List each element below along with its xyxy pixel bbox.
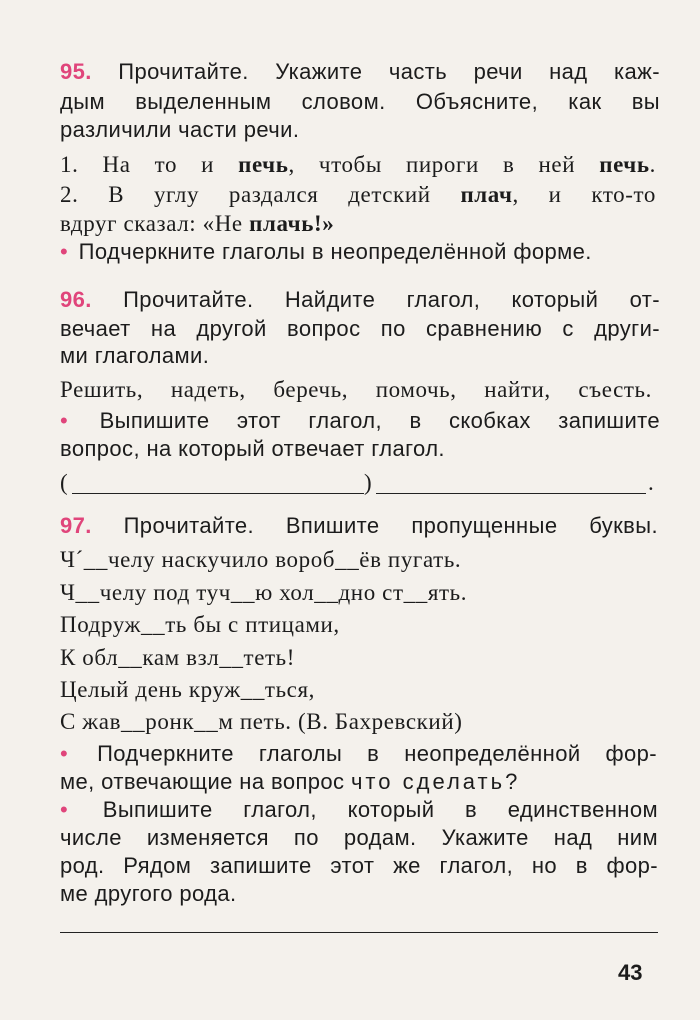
ex96-subtask-line-1: • Выпишите этот глагол, в скобках запишите xyxy=(60,408,660,433)
ex97-subtask-2-line-3: род. Рядом запишите этот же глагол, но в фор- xyxy=(60,853,658,878)
ex95-task-line-1 xyxy=(60,57,660,87)
ex97-subtask-1-line-1: • Подчеркните глаголы в неопределённой фор- xyxy=(60,741,657,766)
ex97-answer-line[interactable] xyxy=(60,932,658,933)
page-number: 43 xyxy=(618,960,643,985)
ex96-subtask-line-2: вопрос, на который отвечает глагол. xyxy=(60,436,445,461)
bullet-icon: • xyxy=(60,239,69,264)
ex95-task-text-1: Прочитайте. Укажите часть речи над каж- xyxy=(118,59,660,84)
close-paren: ) xyxy=(364,470,373,495)
ex96-task-line-2: вечает на другой вопрос по сравнению с други- xyxy=(60,316,660,341)
ex95-sentence-1: 1. На то и печь, чтобы пироги в ней печь. xyxy=(60,152,656,177)
ex95-bold-word: плач xyxy=(460,182,513,207)
period: . xyxy=(648,470,655,495)
ex97-task: 97. Прочитайте. Впишите пропущенные буквы. xyxy=(60,513,658,538)
ex96-word-list: Решить, надеть, беречь, помочь, найти, съесть. xyxy=(60,377,652,402)
ex97-subtask-2-line-4: ме другого рода. xyxy=(60,881,237,906)
poem-line: Ч´__челу наскучило вороб__ёв пугать. xyxy=(60,547,462,572)
ex97-number: 97. xyxy=(60,513,92,538)
question-spaced: что сделать? xyxy=(350,769,521,794)
ex96-task-line-3: ми глаголами. xyxy=(60,343,210,368)
ex95-task-line-2: дым выделенным словом. Объясните, как вы xyxy=(60,89,660,114)
answer-underline xyxy=(376,493,646,494)
ex95-sentence-2: 2. В углу раздался детский плач, и кто-то xyxy=(60,182,656,207)
ex95-bold-word: плачь xyxy=(249,211,314,236)
ex95-task-line-3: различили части речи. xyxy=(60,117,300,142)
bullet-icon: • xyxy=(60,408,69,433)
open-paren: ( xyxy=(60,470,69,495)
ex97-subtask-2-line-2: числе изменяется по родам. Укажите над ним xyxy=(60,825,658,850)
ex95-number: 95. xyxy=(60,59,92,84)
ex97-subtask-2-line-1: • Выпишите глагол, который в единственном xyxy=(60,797,658,822)
poem-line: К обл__кам взл__теть! xyxy=(60,645,296,670)
ex96-number: 96. xyxy=(60,287,92,312)
ex95-bold-word: печь xyxy=(238,152,289,177)
answer-underline xyxy=(72,493,364,494)
poem-line: Ч__челу под туч__ю хол__дно ст__ять. xyxy=(60,580,468,605)
poem-line: С жав__ронк__м петь. (В. Бахревский) xyxy=(60,709,463,734)
ex95-sentence-3: вдруг сказал: «Не плачь!» xyxy=(60,211,335,236)
ex96-answer-line[interactable] xyxy=(60,468,660,496)
ex97-subtask-1-line-2: ме, отвечающие на вопрос что сделать? xyxy=(60,769,521,794)
ex95-subtask: • Подчеркните глаголы в неопределённой форме. xyxy=(60,239,592,264)
bullet-icon: • xyxy=(60,797,69,822)
ex96-task-line-1: 96. Прочитайте. Найдите глагол, который от- xyxy=(60,287,660,312)
ex95-bold-word: печь xyxy=(599,152,650,177)
bullet-icon: • xyxy=(60,741,69,766)
poem-line: Целый день круж__ться, xyxy=(60,677,316,702)
poem-line: Подруж__ть бы с птицами, xyxy=(60,612,340,637)
